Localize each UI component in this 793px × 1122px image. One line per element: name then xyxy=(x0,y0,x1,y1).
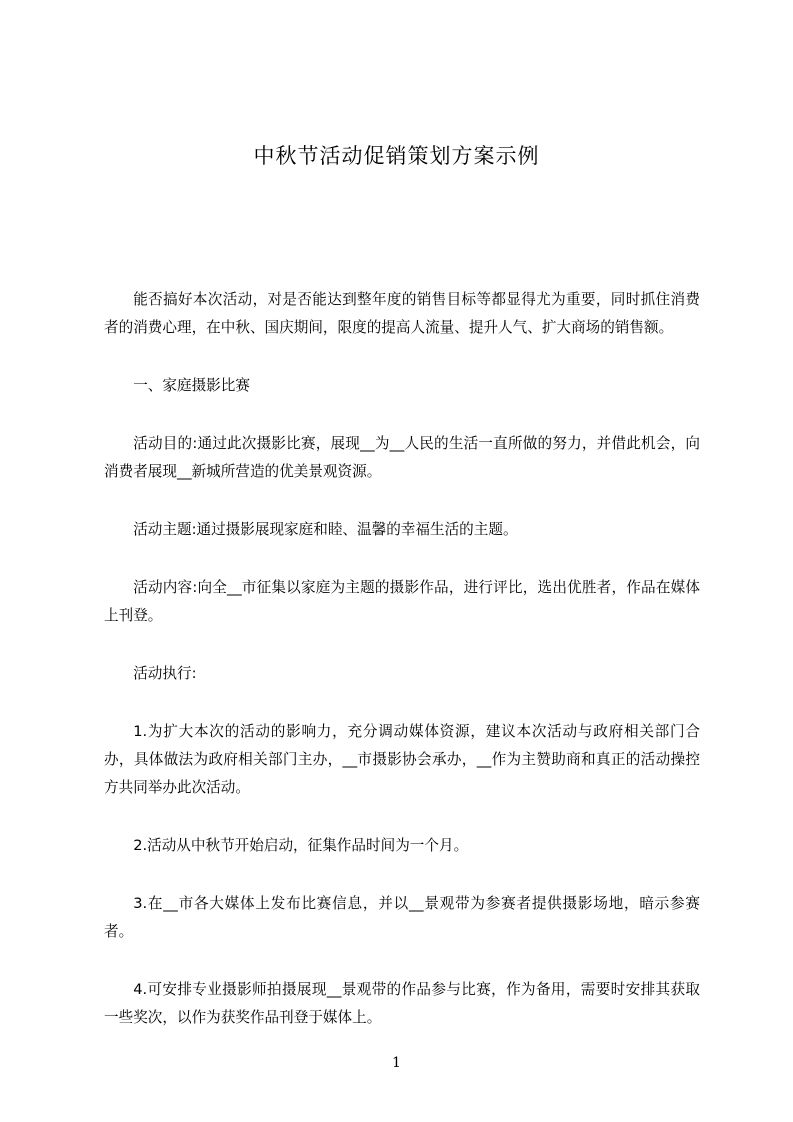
document-body xyxy=(104,286,700,1062)
page-number: 1 xyxy=(392,1055,401,1071)
paragraph-content: 活动内容:向全__市征集以家庭为主题的摄影作品，进行评比，选出优胜者，作品在媒体上刊登。 xyxy=(104,579,700,624)
section-heading: 一、家庭摄影比赛 xyxy=(133,377,250,394)
paragraph-purpose: 活动目的:通过此次摄影比赛，展现__为__人民的生活一直所做的努力，并借此机会，向消费者展现__新城所营造的优美景观资源。 xyxy=(104,435,700,480)
document-title: 中秋节活动促销策划方案示例 xyxy=(253,144,540,168)
paragraph-step-3: 3.在__市各大媒体上发布比赛信息，并以__景观带为参赛者提供摄影场地，暗示参赛者。 xyxy=(104,895,700,940)
paragraph-intro: 能否搞好本次活动，对是否能达到整年度的销售目标等都显得尤为重要，同时抓住消费者的消费心理，在中秋、国庆期间，限度的提高人流量、提升人气、扩大商场的销售额。 xyxy=(104,291,700,336)
paragraph-theme: 活动主题:通过摄影展现家庭和睦、温馨的幸福生活的主题。 xyxy=(133,521,518,538)
paragraph-execution: 活动执行: xyxy=(133,665,197,682)
paragraph-step-2: 2.活动从中秋节开始启动，征集作品时间为一个月。 xyxy=(133,837,469,854)
paragraph-step-4: 4.可安排专业摄影师拍摄展现__景观带的作品参与比赛，作为备用，需要时安排其获取一些奖次，以作为获奖作品刊登于媒体上。 xyxy=(104,981,700,1026)
paragraph-step-1: 1.为扩大本次的活动的影响力，充分调动媒体资源，建议本次活动与政府相关部门合办，具体做法为政府相关部门主办，__市摄影协会承办，__作为主赞助商和真正的活动操控方共同举办此次活动。 xyxy=(104,723,700,796)
